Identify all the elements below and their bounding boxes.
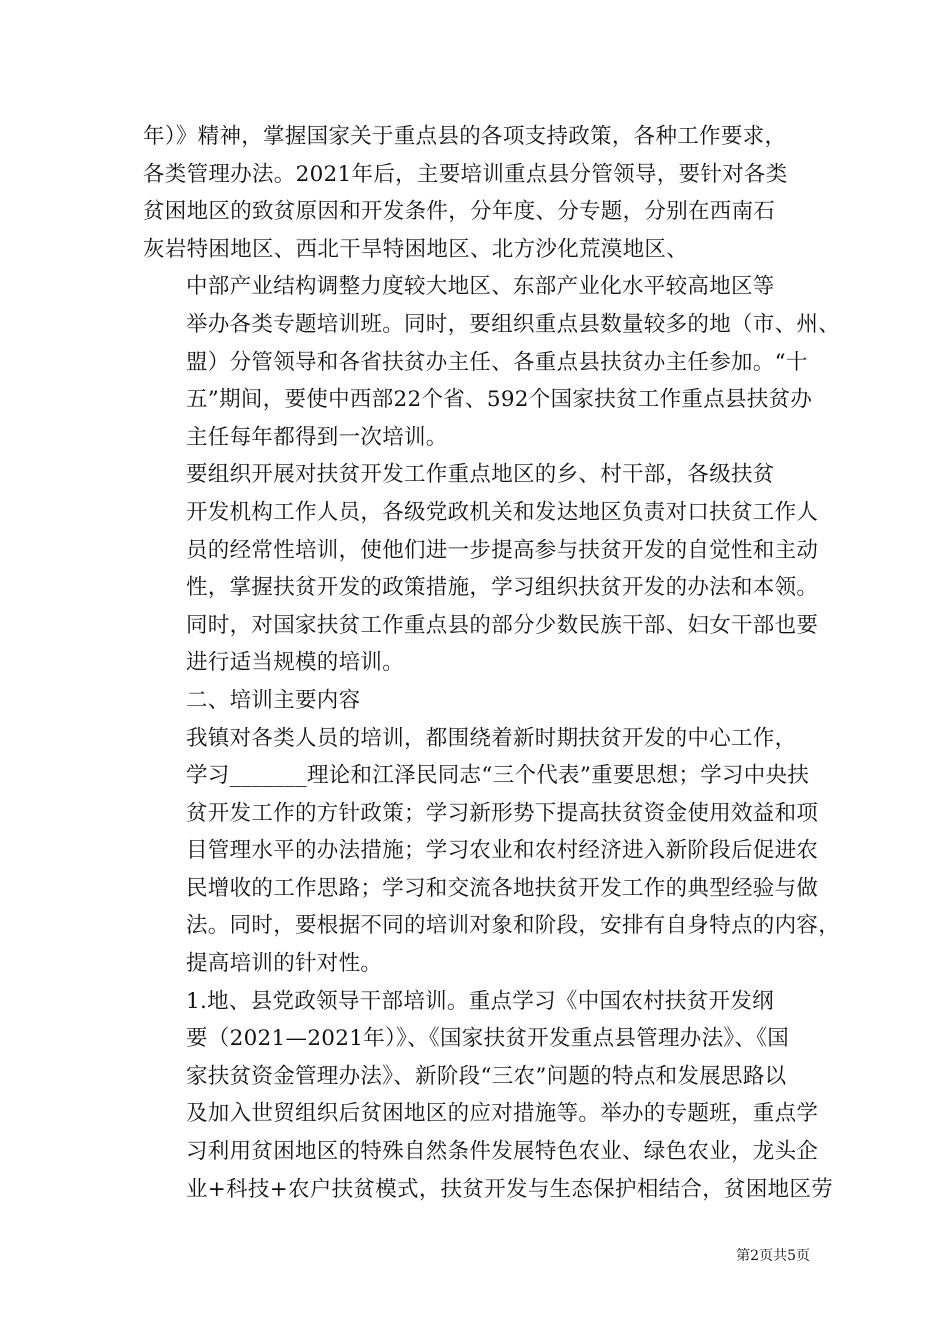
page-number: 第2页共5页 <box>736 1248 810 1264</box>
section-heading <box>143 682 811 720</box>
text-line: 举办各类专题培训班。同时，要组织重点县数量较多的地（市、州、 <box>186 311 841 337</box>
text-line: 主任每年都得到一次培训。 <box>186 424 448 450</box>
text-line: 民增收的工作思路；学习和交流各地扶贫开发工作的典型经验与做 <box>186 875 819 901</box>
text-line: 同时，对国家扶贫工作重点县的部分少数民族干部、妇女干部也要 <box>186 612 819 638</box>
text-line: 及加入世贸组织后贫困地区的应对措施等。举办的专题班，重点学 <box>186 1101 819 1127</box>
paragraph-3 <box>143 456 819 682</box>
text-line: 灰岩特困地区、西北干旱特困地区、北方沙化荒漠地区、 <box>143 236 689 262</box>
text-line: 家扶贫资金管理办法》、新阶段“三农”问题的特点和发展思路以 <box>186 1063 787 1089</box>
text-line: 1.地、县党政领导干部培训。重点学习《中国农村扶贫开发纲 <box>186 988 774 1014</box>
heading-text: 二、培训主要内容 <box>186 687 361 713</box>
text-line: 年）》精神，掌握国家关于重点县的各项支持政策，各种工作要求， <box>143 124 787 149</box>
text-line: 盟）分管领导和各省扶贫办主任、各重点县扶贫办主任参加。“十 <box>186 349 808 375</box>
paragraph-2 <box>143 268 841 456</box>
text-line: 我镇对各类人员的培训，都围绕着新时期扶贫开发的中心工作， <box>186 725 797 751</box>
text-line: 要组织开展对扶贫开发工作重点地区的乡、村干部，各级扶贫 <box>186 462 775 488</box>
paragraph-6 <box>143 983 834 1209</box>
text-line: 目管理水平的办法措施；学习农业和农村经济进入新阶段后促进农 <box>186 838 819 864</box>
text-line: 性，掌握扶贫开发的政策措施，学习组织扶贫开发的办法和本领。 <box>186 575 819 601</box>
text-line: 员的经常性培训，使他们进一步提高参与扶贫开发的自觉性和主动 <box>186 537 819 563</box>
text-line: 学习_______理论和江泽民同志“三个代表”重要思想；学习中央扶 <box>186 763 810 789</box>
document-body <box>143 118 841 1208</box>
text-line: 开发机构工作人员，各级党政机关和发达地区负责对口扶贫工作人 <box>186 499 819 525</box>
paragraph-5 <box>143 720 841 983</box>
text-line: 贫开发工作的方针政策；学习新形势下提高扶贫资金使用效益和项 <box>186 800 819 826</box>
text-line: 要（2021—2021年）》、《国家扶贫开发重点县管理办法》、《国 <box>186 1026 790 1052</box>
text-line: 进行适当规模的培训。 <box>186 650 405 676</box>
text-line: 中部产业结构调整力度较大地区、东部产业化水平较高地区等 <box>186 274 775 300</box>
text-line: 习利用贫困地区的特殊自然条件发展特色农业、绿色农业，龙头企 <box>186 1139 819 1165</box>
text-line: 五”期间，要使中西部22个省、592个国家扶贫工作重点县扶贫办 <box>186 387 813 413</box>
text-line: 业+科技+农户扶贫模式，扶贫开发与生态保护相结合，贫困地区劳 <box>186 1176 834 1202</box>
paragraph-1 <box>143 118 811 268</box>
text-line: 各类管理办法。2021年后，主要培训重点县分管领导，要针对各类 <box>143 161 788 187</box>
text-line: 法。同时，要根据不同的培训对象和阶段，安排有自身特点的内容， <box>186 913 841 939</box>
text-line: 提高培训的针对性。 <box>186 951 383 977</box>
text-line: 贫困地区的致贫原因和开发条件，分年度、分专题，分别在西南石 <box>143 199 776 225</box>
